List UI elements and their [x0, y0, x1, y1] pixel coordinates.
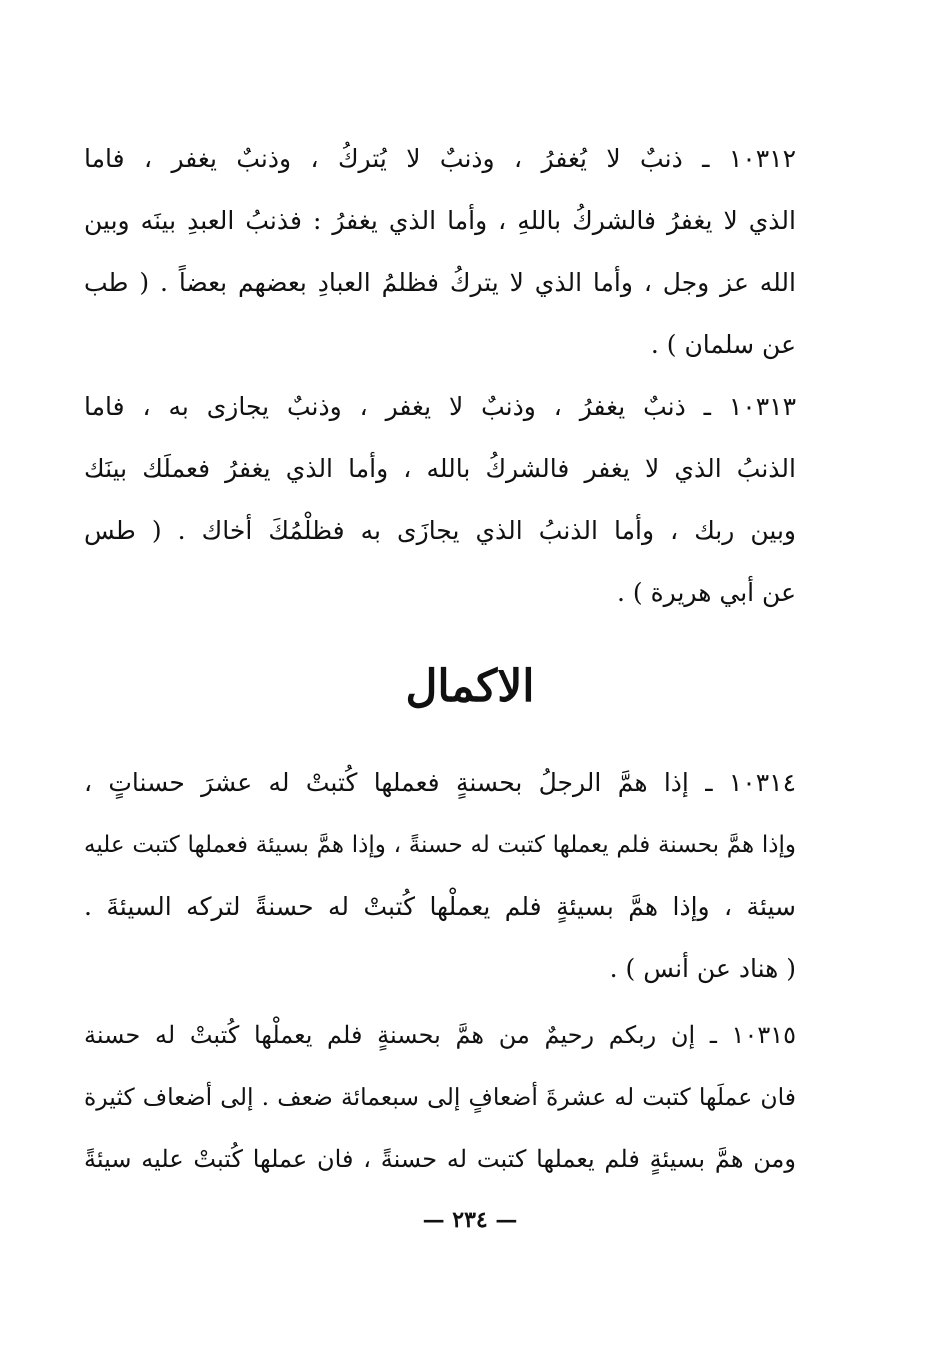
entry-line: وبين ربك ، وأما الذنبُ الذي يجازَى به فظلْمُكَ أخاك . ( طس — [84, 516, 796, 545]
page-number: — ٢٣٤ — — [422, 1207, 518, 1233]
entry-line: ١٠٣١٣ ـ ذنبٌ يغفرُ ، وذنبٌ لا يغفر ، وذنبٌ يجازى به ، فاما — [84, 392, 796, 421]
entry-line: فان عملَها كتبت له عشرةَ أضعافٍ إلى سبعمائة ضعف . إلى أضعاف كثيرة — [84, 1083, 796, 1111]
section-heading: الاكمال — [405, 661, 535, 712]
hadith-entry-10312 — [84, 128, 796, 376]
entry-line: ومن همَّ بسيئةٍ فلم يعملها كتبت له حسنةً ، فان عملها كُتبتْ عليه سيئةً — [84, 1145, 796, 1173]
entry-line: ١٠٣١٤ ـ إذا همَّ الرجلُ بحسنةٍ فعملها كُتبتْ له عشرَ حسناتٍ ، — [84, 768, 796, 797]
entry-line: ( هناد عن أنس ) . — [609, 954, 796, 983]
entry-line: وإذا همَّ بحسنة فلم يعملها كتبت له حسنةً ، وإذا همَّ بسيئة فعملها كتبت عليه — [84, 832, 796, 858]
entry-line: الله عز وجل ، وأما الذي لا يتركُ فظلمُ العبادِ بعضهم بعضاً . ( طب — [84, 268, 796, 297]
entry-line: عن أبي هريرة ) . — [616, 578, 796, 607]
entry-line: الذنبُ الذي لا يغفر فالشركُ بالله ، وأما الذي يغفرُ فعملَك بينَك — [84, 454, 796, 483]
entry-line: ١٠٣١٥ ـ إن ربكم رحيمٌ من همَّ بحسنةٍ فلم يعملْها كُتبتْ له حسنة — [84, 1021, 796, 1049]
hadith-entry-10315 — [84, 1004, 796, 1190]
entry-line: عن سلمان ) . — [650, 330, 796, 359]
hadith-entry-10313 — [84, 376, 796, 624]
hadith-entry-10314 — [84, 752, 796, 1000]
entry-line: الذي لا يغفرُ فالشركُ باللهِ ، وأما الذي يغفرُ : فذنبُ العبدِ بينَه وبين — [84, 206, 796, 235]
entry-line: سيئة ، وإذا همَّ بسيئةٍ فلم يعملْها كُتبتْ له حسنةً لتركه السيئةَ . — [84, 892, 796, 921]
entry-line: ١٠٣١٢ ـ ذنبٌ لا يُغفرُ ، وذنبٌ لا يُتركُ ، وذنبٌ يغفر ، فاما — [84, 144, 796, 173]
